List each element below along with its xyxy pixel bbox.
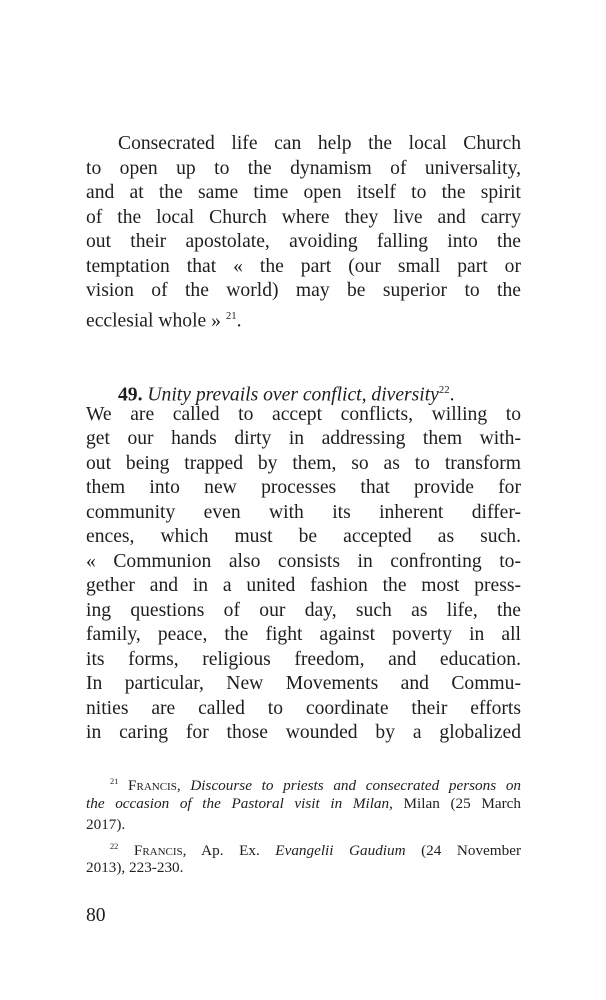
text-line <box>86 230 521 255</box>
text-line <box>86 623 521 648</box>
text-run: family, peace, the fight against poverty in all <box>86 624 521 645</box>
page-number: 80 <box>86 905 106 926</box>
text-run: « Communion also consists in confronting to- <box>86 550 521 572</box>
text-line <box>86 279 521 304</box>
text-line <box>86 721 521 746</box>
text-run: out being trapped by them, so as to transform <box>86 452 521 474</box>
text-line <box>86 378 521 406</box>
text-line <box>86 525 521 550</box>
text-line <box>86 427 521 452</box>
text-line <box>86 452 521 477</box>
text-line <box>86 697 521 722</box>
text-run: ecclesial whole » <box>86 310 226 332</box>
italic-text: the occasion of the Pastoral visit in Milan <box>86 794 390 812</box>
text-line <box>86 255 521 280</box>
footnote-reference: 22 <box>438 384 450 396</box>
text-line <box>86 599 521 624</box>
text-run <box>181 777 191 794</box>
text-run: ences, which must be accepted as such. <box>86 526 521 547</box>
text-run: nities are called to coordinate their efforts <box>86 697 521 719</box>
footnote-reference: 22 <box>110 841 119 851</box>
italic-text: Evangelii Gaudium <box>275 841 406 859</box>
text-line <box>86 132 521 157</box>
text-run: Ap. Ex. <box>186 841 276 859</box>
text-run: gether and in a united fashion the most press- <box>86 575 521 596</box>
text-line <box>86 793 521 815</box>
text-line <box>86 836 521 858</box>
text-run <box>118 842 134 859</box>
section-number: 49. <box>118 384 143 406</box>
text-line <box>86 304 521 332</box>
footnote-reference: 21 <box>110 777 119 786</box>
text-run: community even with its inherent differ- <box>86 501 521 523</box>
text-run: 2017). <box>86 816 126 834</box>
text-run <box>118 777 128 794</box>
author-name: Francis, <box>128 776 181 794</box>
text-run: and at the same time open itself to the spirit <box>86 182 521 203</box>
text-run: In particular, New Movements and Commu- <box>86 673 521 694</box>
italic-text: Discourse to priests and consecrated persons on <box>190 776 522 794</box>
text-run: . <box>236 310 242 332</box>
text-line <box>86 550 521 575</box>
text-run: them into new processes that provide for <box>86 477 521 498</box>
paragraph-49-unity <box>86 378 521 746</box>
text-run: in caring for those wounded by a globalized <box>86 722 521 743</box>
footnotes <box>86 771 521 879</box>
text-run: 2013), 223-230. <box>86 859 184 877</box>
italic-text: Unity prevails over conflict, diversity <box>147 384 439 406</box>
text-run: (24 November <box>405 841 522 859</box>
text-line <box>86 574 521 599</box>
text-line <box>86 181 521 206</box>
footnote-21 <box>86 771 521 836</box>
text-run: Consecrated life can help the local Church <box>118 133 521 154</box>
text-run: , Milan (25 March <box>389 794 521 812</box>
text-line <box>86 857 521 879</box>
text-line <box>86 771 521 793</box>
paragraph-consecrated-life <box>86 132 521 332</box>
text-run: vision of the world) may be superior to the <box>86 280 521 301</box>
footnote-reference: 21 <box>225 309 237 322</box>
text-run: get our hands dirty in addressing them with- <box>86 428 521 449</box>
text-line <box>86 501 521 526</box>
text-run: its forms, religious freedom, and education. <box>86 648 521 670</box>
text-line <box>86 157 521 182</box>
text-run: ing questions of our day, such as life, the <box>86 599 521 621</box>
text-line <box>86 206 521 231</box>
text-run: We are called to accept conflicts, willing to <box>86 403 521 425</box>
text-line <box>86 648 521 673</box>
text-line <box>86 672 521 697</box>
text-line <box>86 403 521 428</box>
text-line <box>86 814 521 836</box>
author-name: Francis, <box>133 841 187 859</box>
text-line <box>86 476 521 501</box>
footnote-22 <box>86 836 521 879</box>
text-run: . <box>449 384 455 406</box>
text-run: to open up to the dynamism of universality, <box>86 157 521 179</box>
text-run: temptation that « the part (our small part or <box>86 255 521 277</box>
text-run: out their apostolate, avoiding falling into the <box>86 231 521 252</box>
text-run: of the local Church where they live and carry <box>86 206 521 228</box>
